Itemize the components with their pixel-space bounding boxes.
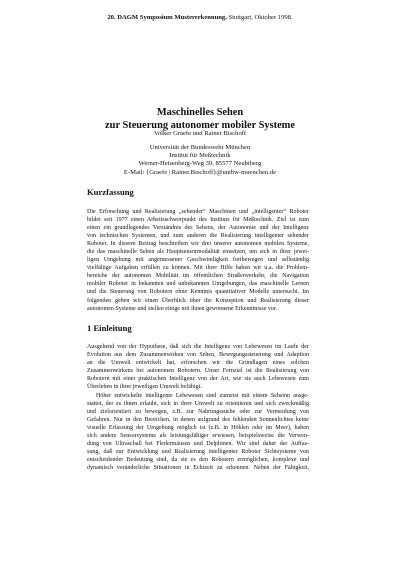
text-line: Zusammenwirkens bei autonomen Robotern. Unser Fernziel ist die Realisierung von bbox=[87, 368, 309, 375]
abstract-heading: Kurzfassung bbox=[87, 187, 134, 197]
conference-header bbox=[0, 14, 400, 22]
text-line: an die Umwelt entwickelt hat, erforschen wir die Grundlagen eines solchen bbox=[87, 360, 309, 367]
text-line: Roboter. In diesem Beitrag beschreiben wir drei unserer autonomen mobilen Systeme, bbox=[87, 241, 309, 248]
affiliation-email: E-Mail: {Graefe | Rainer.Bischoff}@unibw-muenchen.de bbox=[123, 168, 277, 176]
text-line: Robotern mit einer praktischen Intelligenz von der Art, wie sie auch Lebewesen zum bbox=[87, 376, 309, 383]
title-line-2: zur Steuerung autonomer mobiler Systeme bbox=[105, 119, 295, 131]
abstract-body bbox=[87, 208, 309, 313]
section-paragraph bbox=[87, 343, 309, 391]
text-line: ligen Umgebung mit angemessener Geschwindigkeit fortbewegen und selbständig bbox=[87, 257, 309, 264]
affiliation-line: Universität der Bundeswehr München bbox=[149, 144, 251, 151]
text-line: und die Steuerung von Robotern ohne Kenntnis quantitativer Modelle untersucht. Im bbox=[87, 289, 309, 296]
text-line: bereiche der autonomen Mobilität im öffentlichen Straßenverkehr, die Navigation bbox=[87, 273, 309, 280]
affiliation-line: Institut für Meßtechnik bbox=[169, 152, 231, 160]
venue-name: 20. DAGM Symposium Mustererkennung, bbox=[107, 14, 227, 21]
section-paragraph bbox=[87, 392, 309, 472]
text-line: von technischen Systemen, und zum anderen die Realisierung intelligenter sehender bbox=[87, 233, 309, 240]
text-line: visuelle Erfassung der Umgebung möglich ist (z.B. in Höhlen oder im Meer), haben bbox=[87, 425, 309, 432]
text-line: und zielorientiert zu bewegen, z.B. zur Nahrungssuche oder zur Vermeidung von bbox=[87, 409, 309, 416]
affiliation-line: Werner-Heisenberg-Weg 39, 85577 Neubiberg bbox=[138, 160, 262, 168]
text-line: sich andere Sensorsysteme als leistungsfähiger erwiesen, beispielsweise die Verwen- bbox=[87, 433, 309, 440]
text-line: bildet seit 1977 einen Arbeitsschwerpunkt des Instituts für Meßtechnik. Ziel ist zum bbox=[87, 217, 309, 224]
text-line: Überleben in ihrer jeweiligen Umwelt befähigt. bbox=[87, 384, 202, 391]
text-line: die das maschinelle Sehen als Hauptsensormodalität einsetzen, um sich in ihrer jewei- bbox=[87, 249, 309, 256]
author-list: Volker Graefe und Rainer Bischoff bbox=[153, 130, 247, 137]
section-heading: 1 Einleitung bbox=[87, 323, 132, 333]
text-line: mobiler Roboter in bekannten und unbekannten Umgebungen, das maschinelle Lernen bbox=[87, 281, 309, 288]
text-line: einen ein grundlegendes Verständnis des Sehens, der Autonomie und der Intelligenz bbox=[87, 225, 309, 232]
text-line: autonomen Systeme und stellen einige mit ihnen gewonnene Erkenntnisse vor. bbox=[87, 305, 278, 312]
text-line: Gefahren. Nur in den Bereichen, in denen aufgrund des fehlenden Sonnenlichtes keine bbox=[87, 417, 309, 424]
text-line: folgenden geben wir einen Überblick über die Konzeption und Realisierung dieser bbox=[87, 297, 309, 304]
text-line: Höher entwickelte intelligente Lebewesen sind zumeist mit einem Sehsinn ausge- bbox=[96, 393, 309, 399]
text-line: Die Erforschung und Realisierung „sehender“ Maschinen und „intelligenter“ Roboter bbox=[87, 209, 309, 215]
text-line: dynamisch veränderliche Situationen in Echtzeit zu erkennen. Neben der Fähigkeit, bbox=[87, 465, 309, 472]
text-line: entscheidender Bedeutung sind, da sie es den Robotern ermöglichen, komplexe und bbox=[87, 457, 309, 464]
paper-title bbox=[0, 107, 400, 132]
text-line: sung, daß zur Entwicklung und Realisierung intelligenter Roboter Sichtsysteme von bbox=[87, 449, 309, 456]
text-line: dung von Ultraschall bei Fledermäusen und Delphinen. Wir sind daher der Auffas- bbox=[87, 441, 309, 448]
venue-place-date: Stuttgart, Oktober 1998. bbox=[226, 14, 293, 21]
text-line: Evolution aus dem Zusammenwirken von Sehen, Bewegungssteuerung und Adaption bbox=[87, 352, 309, 359]
title-line-1: Maschinelles Sehen bbox=[156, 107, 244, 118]
text-line: stattet, der es ihnen erlaubt, sich in ihrer Umwelt zu orientieren und sich zweckmäßig bbox=[87, 401, 309, 408]
affiliation-block bbox=[0, 144, 400, 177]
text-line: vielfältige Aufgaben erfüllen zu können. Mit ihrer Hilfe haben wir u.a. die Problem- bbox=[87, 265, 309, 272]
text-line: Ausgehend von der Hypothese, daß sich die Intelligenz von Lebewesen im Laufe der bbox=[87, 344, 309, 350]
